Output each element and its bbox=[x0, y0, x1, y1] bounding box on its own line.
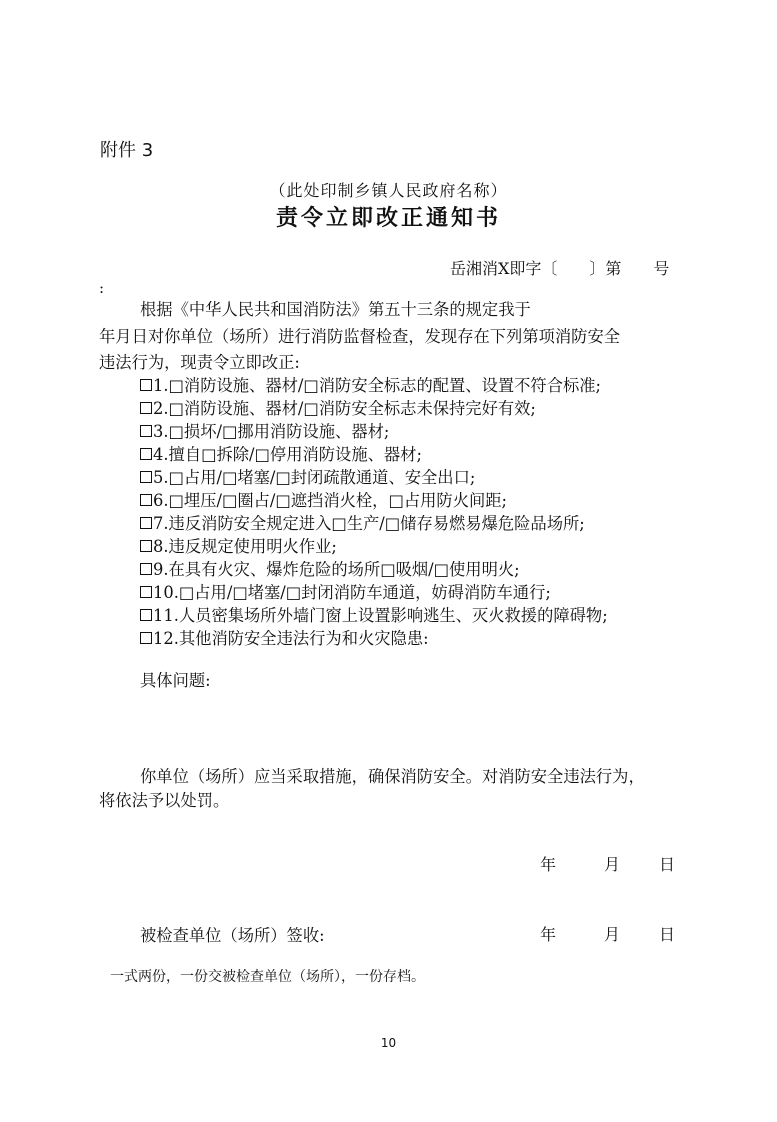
violation-item-10[interactable]: 10.□占用/□堵塞/□封闭消防车通道，妨碍消防车通行; bbox=[140, 579, 551, 603]
checkbox-icon[interactable] bbox=[140, 471, 152, 483]
violation-item-7[interactable]: 7.违反消防安全规定进入□生产/□储存易燃易爆危险品场所; bbox=[140, 510, 585, 534]
violation-item-4[interactable]: 4.擅自□拆除/□停用消防设施、器材; bbox=[140, 441, 422, 465]
specific-issues-label: 具体问题: bbox=[140, 671, 211, 690]
receipt-date-day: 日 bbox=[659, 925, 676, 944]
receipt-date-year: 年 bbox=[540, 925, 557, 944]
document-title: 责令立即改正通知书 bbox=[275, 206, 501, 231]
intro-line-3: 违法行为，现责令立即改正: bbox=[99, 353, 300, 372]
violation-item-2[interactable]: 2.□消防设施、器材/□消防安全标志未保持完好有效; bbox=[140, 395, 536, 419]
checkbox-icon[interactable] bbox=[140, 540, 152, 552]
document-number: 岳湘消X即字〔 〕第 号 bbox=[450, 259, 670, 278]
checkbox-icon[interactable] bbox=[140, 563, 152, 575]
violation-item-3[interactable]: 3.□损坏/□挪用消防设施、器材; bbox=[140, 418, 389, 442]
intro-line-1: 根据《中华人民共和国消防法》第五十三条的规定我于 bbox=[140, 300, 531, 319]
date-month: 月 bbox=[604, 855, 621, 874]
conclusion-line-2: 将依法予以处罚。 bbox=[99, 791, 230, 810]
violation-item-5[interactable]: 5.□占用/□堵塞/□封闭疏散通道、安全出口; bbox=[140, 464, 475, 488]
copies-footnote: 一式两份，一份交被检查单位（场所），一份存档。 bbox=[110, 969, 425, 985]
violation-item-11[interactable]: 11.人员密集场所外墙门窗上设置影响逃生、灭火救援的障碍物; bbox=[140, 602, 608, 626]
checkbox-icon[interactable] bbox=[140, 494, 152, 506]
violation-item-6[interactable]: 6.□埋压/□圈占/□遮挡消火栓，□占用防火间距; bbox=[140, 487, 507, 511]
checkbox-icon[interactable] bbox=[140, 586, 152, 598]
page-number: 10 bbox=[380, 1036, 397, 1050]
violation-item-8[interactable]: 8.违反规定使用明火作业; bbox=[140, 533, 337, 557]
violation-item-12[interactable]: 12.其他消防安全违法行为和火灾隐患: bbox=[140, 625, 429, 649]
checkbox-icon[interactable] bbox=[140, 379, 152, 391]
issuing-authority-placeholder: （此处印制乡镇人民政府名称） bbox=[269, 181, 508, 200]
receipt-date-month: 月 bbox=[604, 925, 621, 944]
violation-item-1[interactable]: 1.□消防设施、器材/□消防安全标志的配置、设置不符合标准; bbox=[140, 372, 601, 396]
violation-item-9[interactable]: 9.在具有火灾、爆炸危险的场所□吸烟/□使用明火; bbox=[140, 556, 520, 580]
checkbox-icon[interactable] bbox=[140, 425, 152, 437]
receipt-signature-label: 被检查单位（场所）签收: bbox=[140, 926, 325, 945]
checkbox-icon[interactable] bbox=[140, 448, 152, 460]
date-day: 日 bbox=[659, 855, 676, 874]
checkbox-icon[interactable] bbox=[140, 517, 152, 529]
addressee-colon: : bbox=[99, 279, 105, 297]
checkbox-icon[interactable] bbox=[140, 632, 152, 644]
checkbox-icon[interactable] bbox=[140, 402, 152, 414]
intro-line-2: 年月日对你单位（场所）进行消防监督检查，发现存在下列第项消防安全 bbox=[99, 327, 621, 346]
attachment-label: 附件 3 bbox=[100, 140, 154, 161]
checkbox-icon[interactable] bbox=[140, 609, 152, 621]
conclusion-line-1: 你单位（场所）应当采取措施，确保消防安全。对消防安全违法行为， bbox=[140, 767, 645, 786]
date-year: 年 bbox=[540, 855, 557, 874]
